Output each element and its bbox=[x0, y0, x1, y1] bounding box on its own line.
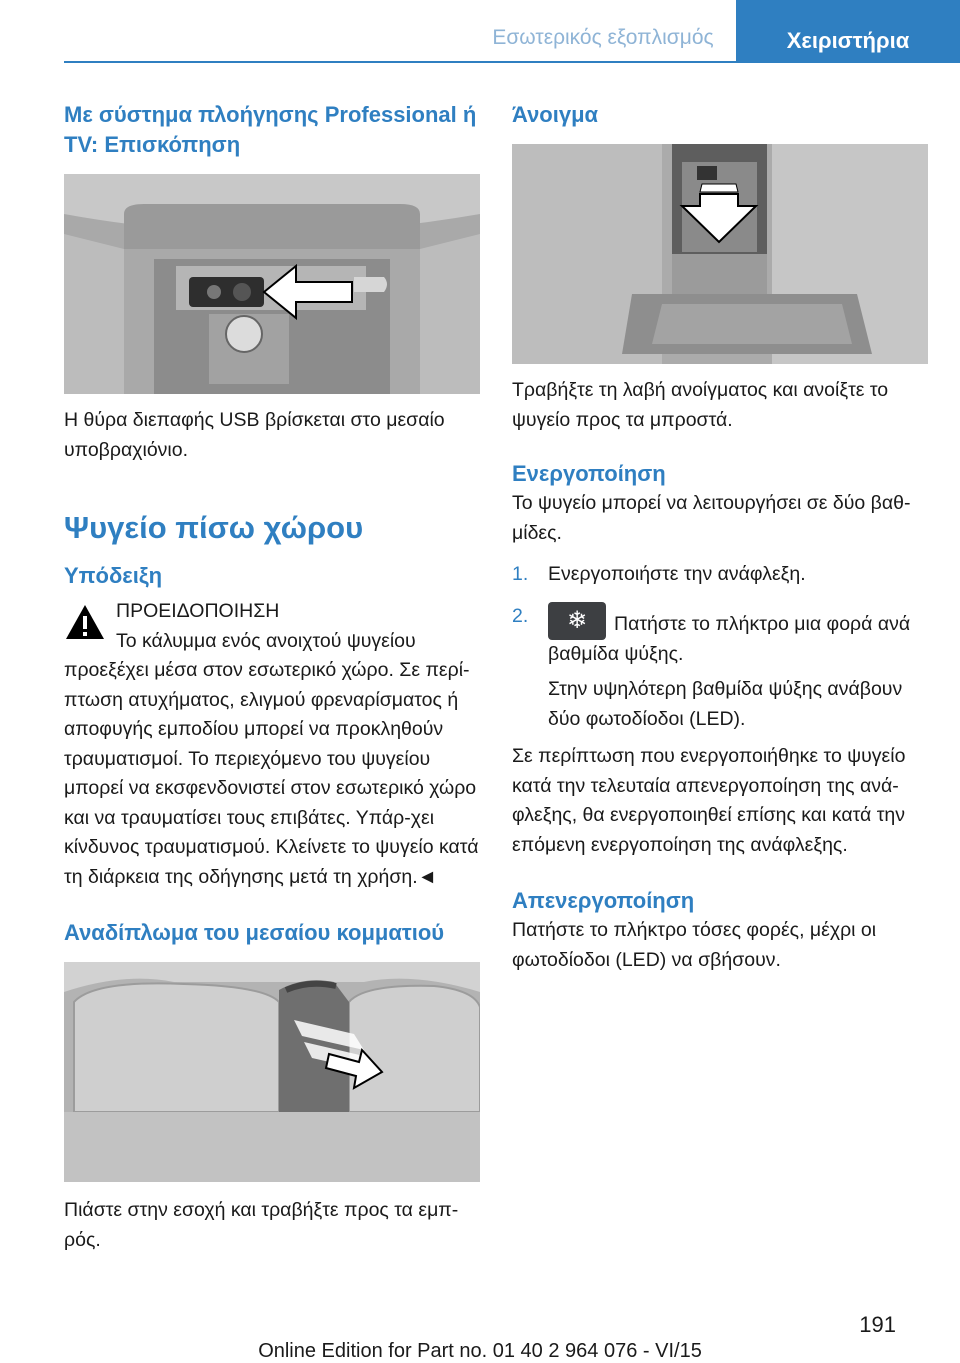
right-column bbox=[512, 100, 928, 975]
step-text: Πατήστε το πλήκτρο μια φορά ανά βαθμίδα ψύξης. bbox=[548, 612, 911, 665]
deactivate-heading: Απενεργοποίηση bbox=[512, 888, 695, 913]
page-number: 191 bbox=[859, 1312, 896, 1337]
step-note-text: Στην υψηλότερη βαθμίδα ψύξης ανάβουν δύο φωτοδίοδοι (LED). bbox=[548, 678, 903, 730]
rear-cooler-heading: Ψυγείο πίσω χώρου bbox=[64, 510, 364, 545]
header-chapter-tab: Χειριστήρια bbox=[736, 0, 960, 62]
step-note bbox=[512, 675, 928, 734]
warning-first-line: Το κάλυμμα ενός ανοιχτού ψυγείου bbox=[116, 629, 416, 652]
usb-caption: Η θύρα διεπαφής USB βρίσκεται στο μεσαίο υποβραχιόνιο. bbox=[64, 409, 445, 461]
warning-text: προεξέχει μέσα στον εσωτερικό χώρο. Σε περί-πτωση ατυχήματος, ελιγμού φρεναρίσματος ή αποφυγής εμποδίου μπορεί να προκληθούν τραυματισμοί. Το περιεχόμενο του ψυγείου μπορεί να εκσφενδονιστεί στον εσωτερικό χώρο και να τραυματίσει τους επιβάτες. Υπάρ-χει κίνδυνος τραυματισμού. Κλείνετε το ψυγείο κατά τη διάρκεια της οδήγησης μετά τη χρήση.◄ bbox=[64, 659, 479, 888]
step-number: 1. bbox=[512, 563, 529, 585]
warning-triangle-icon bbox=[64, 603, 106, 641]
header-section-title: Εσωτερικός εξοπλισμός bbox=[492, 26, 714, 49]
deactivate-text: Πατήστε το πλήκτρο τόσες φορές, μέχρι οι φωτοδίοδοι (LED) να σβήσουν. bbox=[512, 919, 877, 971]
header-rule bbox=[64, 61, 960, 63]
usb-port-photo bbox=[64, 174, 480, 394]
fold-heading: Αναδίπλωμα του μεσαίου κομματιού bbox=[64, 920, 445, 945]
step-number: 2. bbox=[512, 604, 529, 627]
rear-seat-photo bbox=[64, 962, 480, 1182]
overview-heading: Με σύστημα πλοήγησης Professional ή TV: Επισκόπηση bbox=[64, 102, 477, 157]
step-text: Ενεργοποιήστε την ανάφλεξη. bbox=[548, 563, 806, 585]
activate-heading: Ενεργοποίηση bbox=[512, 461, 666, 486]
note-heading: Υπόδειξη bbox=[64, 563, 163, 588]
warning-title: ΠΡΟΕΙΔΟΠΟΙΗΣΗ bbox=[116, 600, 280, 622]
snowflake-icon: ❄ bbox=[566, 606, 588, 634]
activation-steps bbox=[512, 560, 928, 734]
activate-after-text: Σε περίπτωση που ενεργοποιήθηκε το ψυγείο κατά την τελευταία απενεργοποίηση της ανά-φλεξης, θα ενεργοποιηθεί επίσης και κατά την επόμενη ενεργοποίηση της ανάφλεξης. bbox=[512, 745, 906, 856]
open-heading: Άνοιγμα bbox=[512, 102, 599, 127]
left-column bbox=[64, 100, 480, 1255]
activate-text: Το ψυγείο μπορεί να λειτουργήσει σε δύο βαθ-μίδες. bbox=[512, 492, 911, 544]
cooler-open-photo bbox=[512, 144, 928, 364]
open-caption: Τραβήξτε τη λαβή ανοίγματος και ανοίξτε το ψυγείο προς τα μπροστά. bbox=[512, 379, 889, 431]
footer-edition: Online Edition for Part no. 01 40 2 964 076 - VI/15 bbox=[258, 1340, 702, 1362]
step-item bbox=[512, 602, 928, 670]
page-header bbox=[0, 0, 960, 62]
warning-block bbox=[64, 597, 480, 892]
fold-caption: Πιάστε στην εσοχή και τραβήξτε προς τα εμπ-ρός. bbox=[64, 1199, 459, 1251]
cooling-button-icon bbox=[548, 602, 606, 640]
step-item bbox=[512, 560, 928, 590]
